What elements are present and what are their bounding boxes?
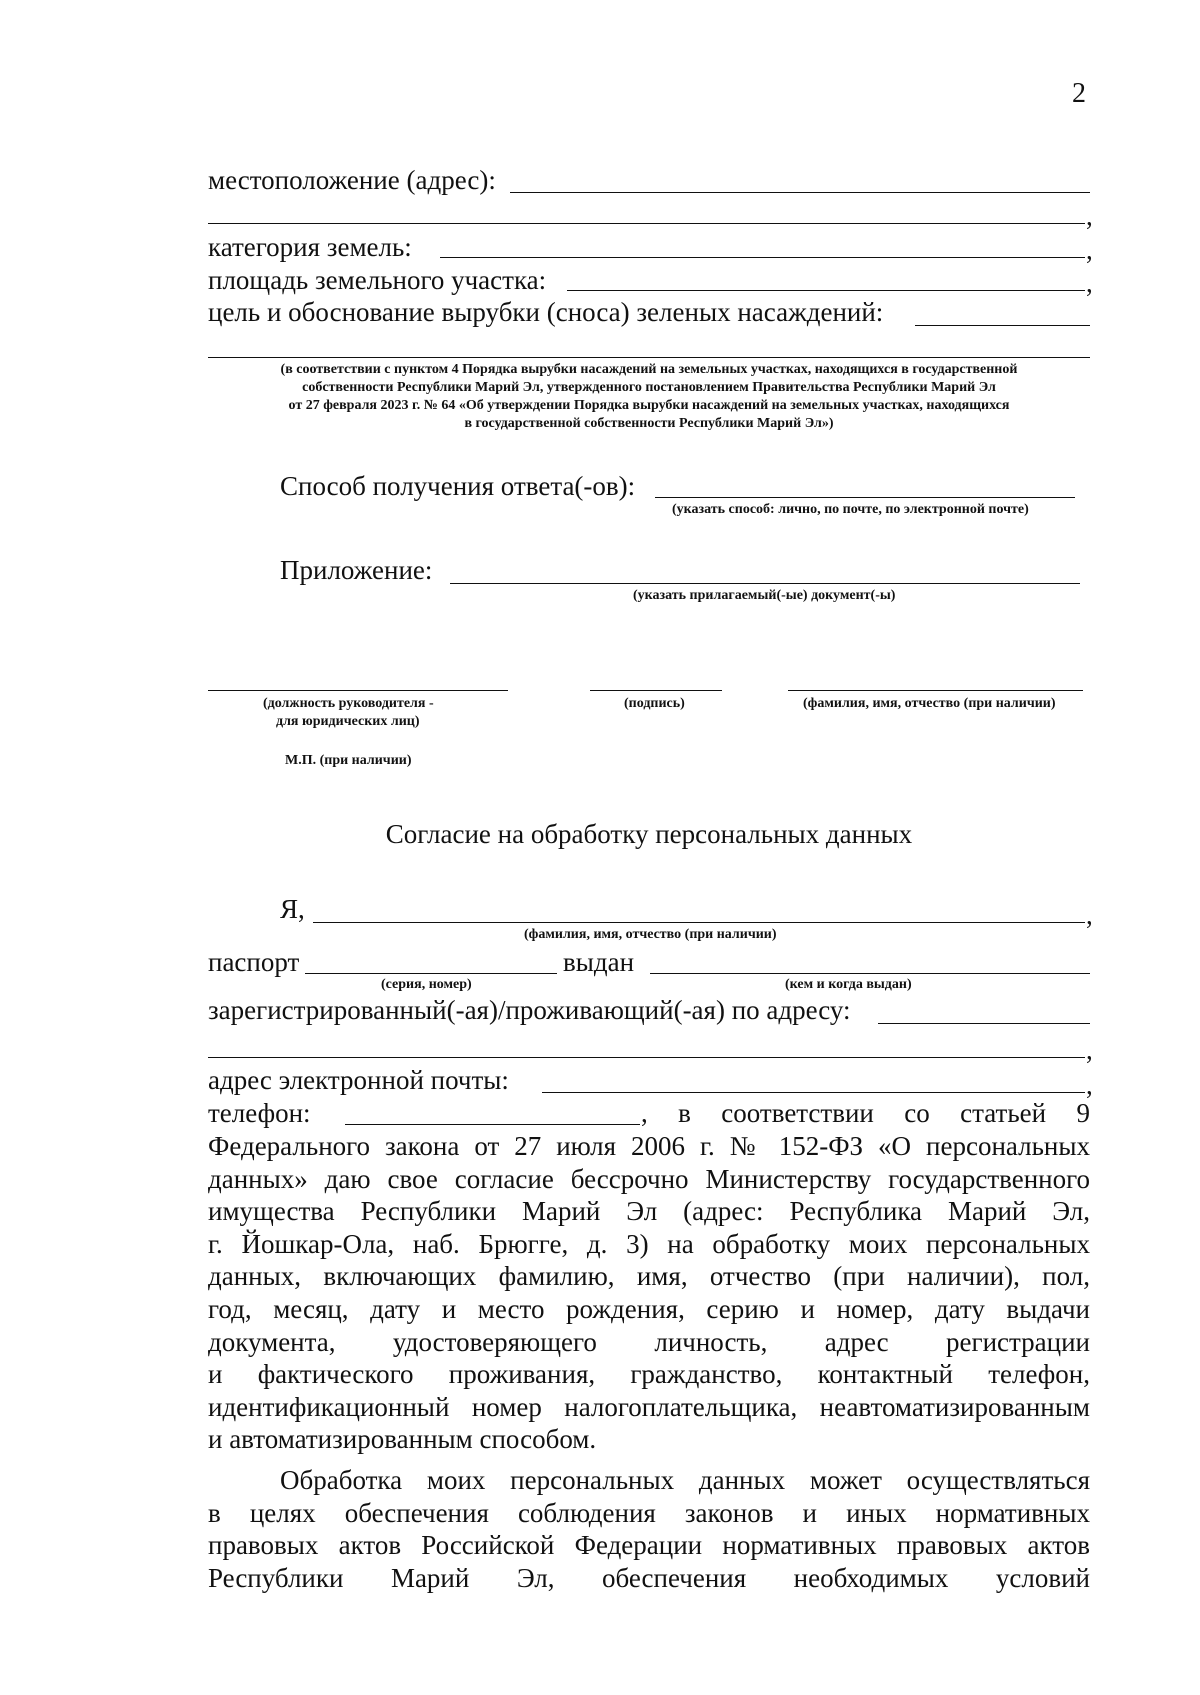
- series-hint: (серия, номер): [381, 977, 472, 992]
- purpose-label: цель и обоснование вырубки (сноса) зеленых насаждений:: [208, 297, 884, 327]
- phone-tail-text: , в соответствии со статьей 9: [641, 1098, 1090, 1128]
- comma: ,: [1086, 201, 1093, 231]
- consent-body-line: Федерального закона от 27 июля 2006 г. № 152-ФЗ «О персональных: [208, 1131, 1090, 1161]
- purpose-input-line-2[interactable]: [208, 357, 1090, 358]
- issued-input-line[interactable]: [650, 973, 1090, 974]
- issued-hint: (кем и когда выдан): [785, 977, 912, 992]
- response-hint: (указать способ: лично, по почте, по электронной почте): [672, 502, 1029, 517]
- location-input-line-2[interactable]: [208, 223, 1085, 224]
- location-input-line[interactable]: [510, 192, 1090, 193]
- purpose-note-line: (в соответствии с пунктом 4 Порядка вырубки насаждений на земельных участках, находящихся в государственной: [280, 362, 1018, 377]
- consent-name-hint: (фамилия, имя, отчество (при наличии): [524, 927, 777, 942]
- phone-label: телефон:: [208, 1098, 311, 1128]
- consent-body-line: документа, удостоверяющего личность, адрес регистрации: [208, 1326, 1090, 1357]
- land-category-input-line[interactable]: [440, 257, 1085, 258]
- signature-hint: (подпись): [624, 696, 685, 711]
- attachment-input-line[interactable]: [450, 583, 1080, 584]
- area-label: площадь земельного участка:: [208, 265, 547, 295]
- comma: ,: [1086, 268, 1093, 298]
- consent-body-line: г. Йошкар-Ола, наб. Брюгге, д. 3) на обработку моих персональных: [208, 1228, 1090, 1259]
- consent-body-line: имущества Республики Марий Эл (адрес: Республика Марий Эл,: [208, 1196, 1090, 1227]
- consent-body-line: идентификационный номер налогоплательщика, неавтоматизированным: [208, 1391, 1090, 1422]
- consent-body: [208, 1130, 1090, 1456]
- comma: ,: [1086, 1035, 1093, 1065]
- issued-label: выдан: [563, 947, 635, 977]
- purpose-note-line: в государственной собственности Республики Марий Эл»): [464, 416, 834, 431]
- attachment-label: Приложение:: [280, 555, 433, 585]
- consent-title: Согласие на обработку персональных данных: [385, 819, 913, 849]
- page-number: 2: [1072, 78, 1086, 109]
- i-label: Я,: [280, 894, 305, 924]
- processing-line: в целях обеспечения соблюдения законов и иных нормативных: [208, 1497, 1090, 1528]
- attachment-hint: (указать прилагаемый(-ые) документ(-ы): [633, 588, 896, 603]
- position-hint: для юридических лиц): [276, 714, 420, 729]
- response-input-line[interactable]: [655, 497, 1075, 498]
- processing-line: правовых актов Российской Федерации нормативных правовых актов: [208, 1530, 1090, 1561]
- purpose-note-line: собственности Республики Марий Эл, утвержденного постановлением Правительства Республики Марий Эл: [302, 380, 996, 395]
- stamp-note: М.П. (при наличии): [285, 753, 412, 768]
- signature-line[interactable]: [590, 690, 722, 691]
- comma: ,: [1086, 900, 1093, 930]
- full-name-hint: (фамилия, имя, отчество (при наличии): [803, 696, 1056, 711]
- purpose-note-line: от 27 февраля 2023 г. № 64 «Об утверждении Порядка вырубки насаждений на земельных участках, находящихся: [288, 398, 1010, 413]
- position-hint: (должность руководителя -: [263, 696, 434, 711]
- consent-body-line: данных» даю свое согласие бессрочно Министерству государственного: [208, 1163, 1090, 1194]
- registered-label: зарегистрированный(-ая)/проживающий(-ая) по адресу:: [208, 995, 851, 1025]
- consent-body-last-line: и автоматизированным способом.: [208, 1424, 597, 1455]
- location-label: местоположение (адрес):: [208, 165, 496, 195]
- area-input-line[interactable]: [567, 290, 1085, 291]
- registered-input-line-2[interactable]: [208, 1057, 1085, 1058]
- purpose-input-line[interactable]: [915, 325, 1090, 326]
- processing-line: Республики Марий Эл, обеспечения необходимых условий: [208, 1562, 1090, 1593]
- consent-body-line: и фактического проживания, гражданство, контактный телефон,: [208, 1359, 1090, 1390]
- registered-input-line[interactable]: [878, 1023, 1090, 1024]
- processing-paragraph: [208, 1464, 1090, 1594]
- passport-input-line[interactable]: [305, 973, 557, 974]
- consent-name-input-line[interactable]: [313, 922, 1085, 923]
- phone-input-line[interactable]: [345, 1124, 640, 1125]
- response-label: Способ получения ответа(-ов):: [280, 471, 636, 501]
- comma: ,: [1086, 1070, 1093, 1100]
- passport-label: паспорт: [208, 947, 300, 977]
- processing-line: Обработка моих персональных данных может осуществляться: [280, 1465, 1090, 1495]
- full-name-line[interactable]: [788, 690, 1083, 691]
- land-category-label: категория земель:: [208, 232, 412, 262]
- consent-body-line: данных, включающих фамилию, имя, отчество (при наличии), пол,: [208, 1261, 1090, 1292]
- position-line[interactable]: [208, 690, 508, 691]
- email-label: адрес электронной почты:: [208, 1065, 509, 1095]
- email-input-line[interactable]: [542, 1092, 1085, 1093]
- consent-body-line: год, месяц, дату и место рождения, серию и номер, дату выдачи: [208, 1293, 1090, 1324]
- comma: ,: [1086, 235, 1093, 265]
